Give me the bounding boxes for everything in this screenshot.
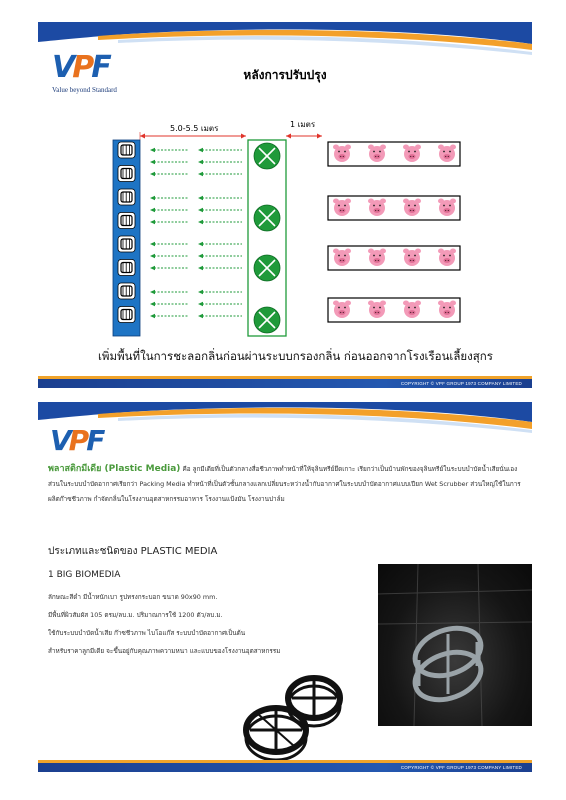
arrow-left-icon bbox=[198, 254, 242, 259]
fan-icon bbox=[118, 213, 135, 229]
arrow-left-icon bbox=[198, 196, 242, 201]
arrow-left-icon bbox=[150, 314, 188, 319]
arrow-left-icon bbox=[150, 266, 188, 271]
header-swoosh bbox=[38, 22, 532, 62]
arrow-left-icon bbox=[198, 242, 242, 247]
pig-pen bbox=[328, 298, 460, 322]
intro-text: คือ ลูกมีเดียที่เป็นตัวกลางสื่อชีวภาพทำหน้าที่ให้จุลินทรีย์ยึดเกาะ เรียกว่าเป็นบ้านพักของจุลินทรีย์ในระบบบำบัดน้ำเสียนั่นเอง ส่วนในระบบบำบัดอากาศเรียกว่า Packing Media ทำหน้าที่เป็นตัวชั้นกลางแลกเปลี่ยนระหว่างน้ำกับอากาศในระบบบำบัดอากาศแบบเปียก Wet Scrubber ส่วนใหญ่ใช้ในการผลิตก๊าซชีวภาพ กำจัดกลิ่นในโรงงานอุตสาหกรรมอาหาร โรงงานแป้งมัน โรงงานปาล์ม bbox=[48, 465, 521, 503]
spec-line: สำหรับราคาลูกมีเดีย จะขึ้นอยู่กับคุณภาพความหนา และแบบของโรงงานอุตสาหกรรม bbox=[48, 647, 281, 655]
arrow-left-icon bbox=[150, 160, 188, 165]
airflow-arrows bbox=[150, 148, 242, 319]
arrow-left-icon bbox=[150, 242, 188, 247]
arrow-left-icon bbox=[150, 302, 188, 307]
spec-line: ลักษณะสีดำ มีน้ำหนักเบา รูปทรงกระบอก ขนาด 90x90 mm. bbox=[48, 593, 218, 601]
fan-icon bbox=[118, 307, 135, 323]
fan-icon bbox=[118, 189, 135, 205]
arrow-left-icon bbox=[150, 196, 188, 201]
section-title: ประเภทและชนิดของ PLASTIC MEDIA bbox=[48, 546, 218, 557]
filter-x-icon bbox=[254, 205, 280, 231]
fan-icon bbox=[118, 260, 135, 276]
header-swoosh bbox=[38, 402, 532, 442]
arrow-left-icon bbox=[150, 172, 188, 177]
biomedia-photo bbox=[378, 564, 532, 726]
pig-pen bbox=[328, 196, 460, 220]
biomedia-photo-graphic bbox=[378, 564, 532, 726]
arrow-left-icon bbox=[150, 220, 188, 225]
arrow-left-icon bbox=[150, 254, 188, 259]
intro-paragraph bbox=[48, 462, 524, 507]
dimension-right bbox=[286, 134, 322, 139]
fan-icon bbox=[118, 283, 135, 299]
arrow-left-icon bbox=[198, 148, 242, 153]
filter-x-icon bbox=[254, 255, 280, 281]
filter-x-icon bbox=[254, 143, 280, 169]
arrow-left-icon bbox=[150, 148, 188, 153]
intro-heading: พลาสติกมีเดีย (Plastic Media) bbox=[48, 464, 181, 474]
logo-tagline: Value beyond Standard bbox=[52, 86, 117, 94]
slide-plastic-media bbox=[38, 402, 532, 775]
sub-title: 1 BIG BIOMEDIA bbox=[48, 570, 121, 580]
copyright-text: COPYRIGHT © VPF GROUP 1973 COMPANY LIMITED bbox=[400, 764, 522, 770]
biomedia-illustration bbox=[236, 664, 356, 764]
copyright-text: COPYRIGHT © VPF GROUP 1973 COMPANY LIMITED bbox=[400, 380, 522, 386]
arrow-left-icon bbox=[198, 302, 242, 307]
arrow-left-icon bbox=[150, 208, 188, 213]
page-title: หลังการปรับปรุง bbox=[243, 68, 327, 82]
vpf-logo: VPF bbox=[52, 50, 109, 85]
dimension-label-left: 5.0-5.5 เมตร bbox=[170, 124, 219, 133]
arrow-left-icon bbox=[198, 266, 242, 271]
arrow-left-icon bbox=[198, 160, 242, 165]
pig-pen bbox=[328, 142, 460, 166]
arrow-left-icon bbox=[150, 290, 188, 295]
arrow-left-icon bbox=[198, 172, 242, 177]
spec-line: มีพื้นที่ผิวสัมผัส 105 ตรม/ลบ.ม. ปริมาณการใช้ 1200 ตัว/ลบ.ม. bbox=[48, 611, 223, 619]
dimension-label-right: 1 เมตร bbox=[290, 120, 316, 129]
filter-x-icon bbox=[254, 307, 280, 333]
fan-icon bbox=[118, 166, 135, 182]
pig-pen bbox=[328, 246, 460, 270]
spec-line: ใช้กับระบบบำบัดน้ำเสีย ก๊าซชีวภาพ ไบโอแก๊ส ระบบบำบัดอากาศเป็นต้น bbox=[48, 629, 246, 637]
arrow-left-icon bbox=[198, 220, 242, 225]
diagram-caption: เพิ่มพื้นที่ในการชะลอกลิ่นก่อนผ่านระบบกรองกลิ่น ก่อนออกจากโรงเรือนเลี้ยงสุกร bbox=[98, 349, 493, 363]
slide-after-improvement bbox=[38, 22, 532, 391]
vpf-logo: VPF bbox=[50, 424, 103, 457]
arrow-left-icon bbox=[198, 208, 242, 213]
ventilation-diagram bbox=[38, 106, 532, 346]
arrow-left-icon bbox=[198, 314, 242, 319]
fan-icon bbox=[118, 142, 135, 158]
fan-icon bbox=[118, 236, 135, 252]
pig-pens bbox=[328, 142, 460, 322]
arrow-left-icon bbox=[198, 290, 242, 295]
